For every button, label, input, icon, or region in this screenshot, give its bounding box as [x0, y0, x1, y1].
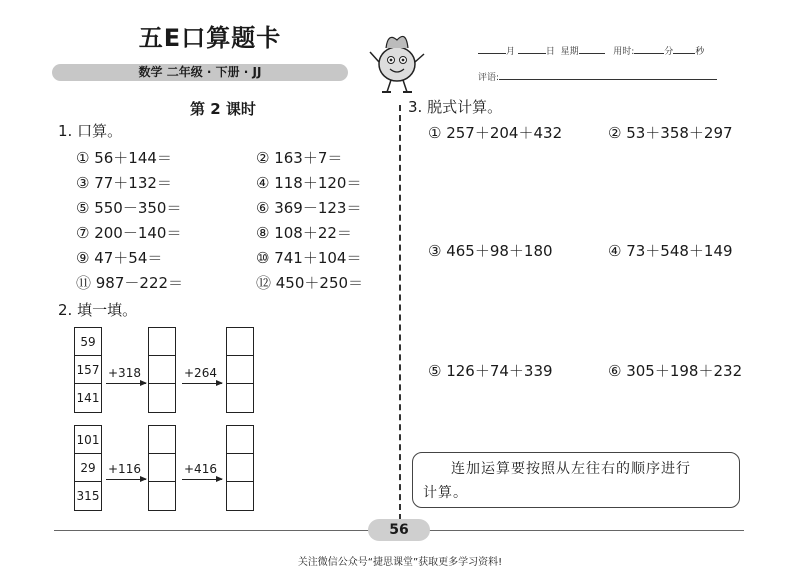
given-numbers-column — [74, 327, 102, 413]
operation-label: +318 — [108, 366, 141, 380]
tip-line: 计算。 — [423, 485, 468, 501]
step-calc-item: ① 257＋204＋432 — [428, 124, 563, 142]
answer-box[interactable] — [227, 356, 253, 384]
answer-box[interactable] — [227, 454, 253, 482]
tip-box — [412, 452, 740, 508]
answer-box[interactable] — [227, 328, 253, 356]
brand-title: 五E口算题卡 — [138, 24, 282, 52]
section3-title: 3. 脱式计算。 — [408, 98, 503, 116]
arrow-right-icon — [106, 479, 146, 480]
answer-box[interactable] — [227, 482, 253, 510]
arrow-right-icon — [106, 383, 146, 384]
arrow-right-icon — [182, 479, 222, 480]
page-number: 56 — [368, 519, 430, 541]
answer-box[interactable] — [227, 426, 253, 454]
answer-column — [148, 425, 176, 511]
mental-math-item: ⑤ 550－350＝ — [76, 199, 182, 217]
column-divider — [399, 105, 401, 530]
comment-blank[interactable] — [499, 71, 717, 80]
answer-box[interactable] — [149, 426, 175, 454]
answer-column — [226, 327, 254, 413]
given-number: 101 — [75, 426, 101, 454]
tip-line: 连加运算要按照从左往右的顺序进行 — [451, 461, 691, 477]
answer-box[interactable] — [149, 482, 175, 510]
section2-title: 2. 填一填。 — [58, 301, 138, 319]
mental-math-item: ③ 77＋132＝ — [76, 174, 172, 192]
given-number: 157 — [75, 356, 101, 384]
operation-label: +416 — [184, 462, 217, 476]
step-calc-item: ④ 73＋548＋149 — [608, 242, 733, 260]
comment-line: 评语: — [478, 70, 717, 83]
section1-title: 1. 口算。 — [58, 122, 123, 140]
answer-box[interactable] — [149, 356, 175, 384]
subject-bar: 数学 二年级 · 下册 · JJ — [52, 64, 348, 81]
mascot-icon — [366, 22, 428, 96]
answer-column — [148, 327, 176, 413]
answer-box[interactable] — [149, 328, 175, 356]
weekday-blank[interactable] — [579, 45, 605, 54]
mental-math-item: ⑥ 369－123＝ — [256, 199, 362, 217]
mental-math-item: ⑫ 450＋250＝ — [256, 274, 364, 292]
date-line: 月 日 星期 用时: 分 秒 — [478, 44, 704, 57]
arrow-right-icon — [182, 383, 222, 384]
mental-math-item: ① 56＋144＝ — [76, 149, 172, 167]
given-numbers-column — [74, 425, 102, 511]
mental-math-item: ⑪ 987－222＝ — [76, 274, 184, 292]
minutes-blank[interactable] — [634, 45, 664, 54]
step-calc-item: ② 53＋358＋297 — [608, 124, 733, 142]
mental-math-item: ② 163＋7＝ — [256, 149, 343, 167]
given-number: 141 — [76, 391, 100, 405]
footer-note: 关注微信公众号“捷思课堂”获取更多学习资料! — [297, 557, 503, 568]
given-number: 315 — [76, 489, 100, 503]
step-calc-item: ③ 465＋98＋180 — [428, 242, 553, 260]
lesson-title: 第 2 课时 — [190, 100, 256, 118]
step-calc-item: ⑥ 305＋198＋232 — [608, 362, 743, 380]
answer-box[interactable] — [149, 454, 175, 482]
operation-label: +264 — [184, 366, 217, 380]
mental-math-item: ⑨ 47＋54＝ — [76, 249, 163, 267]
day-blank[interactable] — [518, 45, 546, 54]
answer-column — [226, 425, 254, 511]
mental-math-item: ④ 118＋120＝ — [256, 174, 362, 192]
given-number: 59 — [75, 328, 101, 356]
given-number: 29 — [75, 454, 101, 482]
mental-math-item: ⑦ 200－140＝ — [76, 224, 182, 242]
mental-math-item: ⑩ 741＋104＝ — [256, 249, 362, 267]
step-calc-item: ⑤ 126＋74＋339 — [428, 362, 553, 380]
seconds-blank[interactable] — [673, 45, 695, 54]
operation-label: +116 — [108, 462, 141, 476]
answer-box[interactable] — [227, 384, 253, 412]
answer-box[interactable] — [149, 384, 175, 412]
month-blank[interactable] — [478, 45, 506, 54]
mental-math-item: ⑧ 108＋22＝ — [256, 224, 352, 242]
